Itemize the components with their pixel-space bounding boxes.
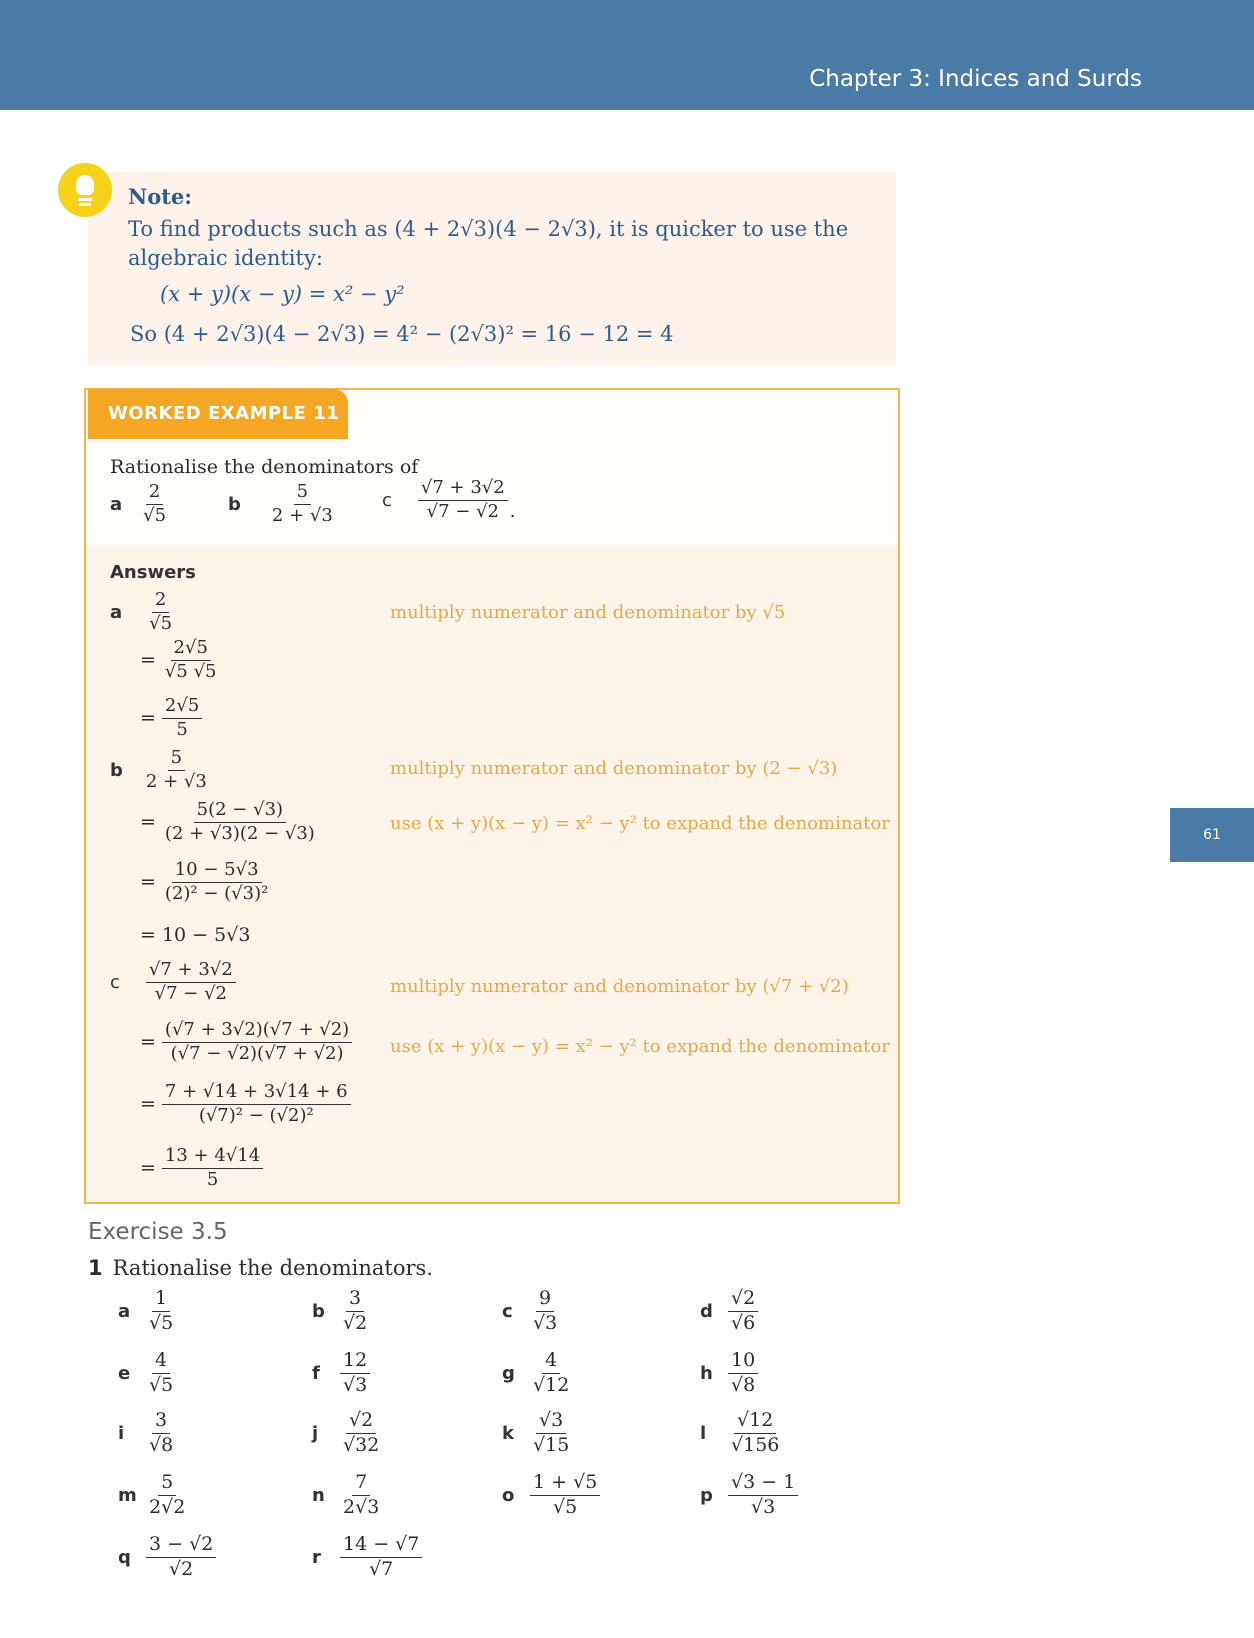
answer-b-start: b $\frac{5}{2 + √3}$ [110,748,210,792]
exercise-item-b [312,1288,370,1335]
exercise-item-l [700,1410,782,1457]
exercise-item-k [502,1410,572,1457]
note-label: Note: [128,184,193,209]
exercise-item-label: e [118,1362,131,1384]
fraction: $\frac{4}{√12}$ [533,1349,570,1396]
answer-a-hint: multiply numerator and denominator by √5 [390,602,786,623]
exercise-item-label: r [312,1546,321,1568]
fraction: $\frac{3}{√2}$ [343,1287,368,1334]
fraction: $\frac{√7 + 3√2}{√7 - √2}$ [418,478,508,522]
part-label: c [382,489,392,511]
answer-b-hint-1: multiply numerator and denominator by (2 − √3) [390,758,838,779]
answer-b-final: = 10 − 5√3 [140,924,251,946]
answer-a-step2: = $\frac{2√5}{5}$ [140,696,202,740]
answer-a-step1: = $\frac{2√5}{√5 √5}$ [140,638,220,682]
note-line-1: To find products such as (4 + 2√3)(4 − 2√3), it is quicker to use the [128,217,849,241]
lightbulb-icon [58,163,112,217]
fraction: $\frac{(√7 + 3√2)(√7 + √2)}{(√7 - √2)(√7 + √2)}$ [162,1020,352,1064]
fraction: $\frac{√12}{√156}$ [731,1409,780,1456]
fraction: $\frac{10 - 5√3}{\text{(2)² − (√3)²}}$ [164,859,269,904]
fraction: $\frac{5}{2√2}$ [149,1471,186,1518]
exercise-item-i [118,1410,176,1457]
fraction: $\frac{5(2 - √3)}{(2 + √3)(2 - √3)}$ [164,799,315,844]
exercise-title: Exercise 3.5 [88,1219,228,1245]
exercise-item-label: q [118,1546,131,1568]
exercise-item-c [502,1288,560,1335]
answer-b-hint-2: use (x + y)(x − y) = x² − y² to expand the denominator [390,813,890,834]
fraction: $\frac{13 + 4√14}{5}$ [162,1146,263,1190]
exercise-question [88,1256,433,1280]
exercise-item-o [502,1472,600,1519]
worked-example-prompt: Rationalise the denominators of [110,456,419,478]
fraction: $\frac{7}{2√3}$ [343,1471,380,1518]
exercise-item-label: f [312,1362,320,1384]
fraction: $\frac{14 - √7}{√7}$ [340,1534,422,1581]
answer-c-step1: = $\frac{(√7 + 3√2)(√7 + √2)}{(√7 - √2)(√7 + √2)}$ [140,1020,352,1064]
exercise-item-label: a [118,1300,131,1322]
question-part-c: c $\frac{√7 + 3√2}{√7 - √2}$ . [382,477,516,523]
exercise-item-d [700,1288,758,1335]
exercise-item-j [312,1410,382,1457]
header-band [0,0,1254,110]
answer-b-step1: = $\frac{5(2 - √3)}{(2 + √3)(2 - √3)}$ [140,800,318,844]
exercise-item-p [700,1472,798,1519]
exercise-item-label: d [700,1300,713,1322]
exercise-item-f [312,1350,370,1397]
fraction: $\frac{9}{√3}$ [533,1287,558,1334]
fraction: $\frac{1}{√5}$ [149,1287,174,1334]
exercise-item-label: o [502,1484,515,1506]
answers-label: Answers [110,562,196,583]
exercise-item-label: m [118,1484,137,1506]
exercise-item-label: n [312,1484,325,1506]
answer-c-start: c $\frac{√7 + 3√2}{√7 - √2}$ [110,960,236,1004]
exercise-item-e [118,1350,176,1397]
fraction: $\frac{1 + √5}{√5}$ [530,1472,600,1519]
exercise-item-n [312,1472,382,1519]
part-label: b [228,493,241,515]
exercise-item-q [118,1534,216,1581]
exercise-item-label: g [502,1362,515,1384]
page-number: 61 [1170,808,1254,862]
answer-b-step2: = $\frac{10 - 5√3}{\text{(2)² − (√3)²}}$ [140,860,271,904]
fraction: $\frac{10}{√8}$ [728,1350,758,1397]
answer-c-step2: = $\frac{7 + √14 + 3√14 + 6}{\text{(√7)² − (√2)²}}$ [140,1082,351,1126]
answer-c-step3: = $\frac{13 + 4√14}{5}$ [140,1146,263,1190]
answer-a-start: a $\frac{2}{√5}$ [110,590,175,634]
note-result: So (4 + 2√3)(4 − 2√3) = 4² − (2√3)² = 16 − 12 = 4 [130,322,674,346]
fraction: $\frac{2√5}{5}$ [162,696,202,740]
fraction: $\frac{2}{√5}$ [149,589,173,634]
fraction: $\frac{3}{√8}$ [149,1409,174,1456]
fraction: $\frac{√3 - 1}{√3}$ [728,1472,798,1519]
exercise-item-label: k [502,1422,514,1444]
fraction: $\frac{√7 + 3√2}{√7 - √2}$ [146,960,236,1004]
chapter-title: Chapter 3: Indices and Surds [809,66,1142,92]
fraction: $\frac{√2}{√6}$ [728,1288,758,1335]
exercise-item-label: h [700,1362,713,1384]
note-line-2: algebraic identity: [128,246,323,270]
fraction: $\frac{√3}{√15}$ [533,1409,570,1456]
worked-example-title: WORKED EXAMPLE 11 [108,403,340,424]
fraction: $\frac{5}{2 + √3}$ [271,481,333,526]
exercise-item-label: j [312,1422,319,1444]
exercise-item-label: i [118,1422,125,1444]
note-identity: (x + y)(x − y) = x² − y² [160,282,405,306]
exercise-item-label: p [700,1484,713,1506]
exercise-item-label: c [502,1300,513,1322]
question-part-a [110,482,169,526]
part-label: a [110,493,123,515]
exercise-item-h [700,1350,758,1397]
question-text: Rationalise the denominators. [112,1256,433,1280]
fraction: $\frac{2}{√5}$ [143,481,167,526]
exercise-item-g [502,1350,572,1397]
exercise-item-label: l [700,1422,707,1444]
answer-c-hint-2: use (x + y)(x − y) = x² − y² to expand the denominator [390,1036,890,1057]
fraction: $\frac{2√5}{√5 √5}$ [164,637,217,682]
fraction: $\frac{√2}{√32}$ [343,1409,380,1456]
question-part-b [228,482,336,526]
answer-c-hint-1: multiply numerator and denominator by (√7 + √2) [390,976,849,997]
exercise-item-r [312,1534,422,1581]
exercise-item-a [118,1288,176,1335]
fraction: $\frac{12}{√3}$ [340,1350,370,1397]
fraction: $\frac{4}{√5}$ [149,1349,174,1396]
fraction: $\frac{7 + √14 + 3√14 + 6}{\text{(√7)² − (√2)²}}$ [162,1082,351,1126]
question-number: 1 [88,1256,103,1280]
exercise-item-m [118,1472,188,1519]
fraction: $\frac{3 - √2}{√2}$ [146,1534,216,1581]
fraction: $\frac{5}{2 + √3}$ [145,747,207,792]
exercise-item-label: b [312,1300,325,1322]
